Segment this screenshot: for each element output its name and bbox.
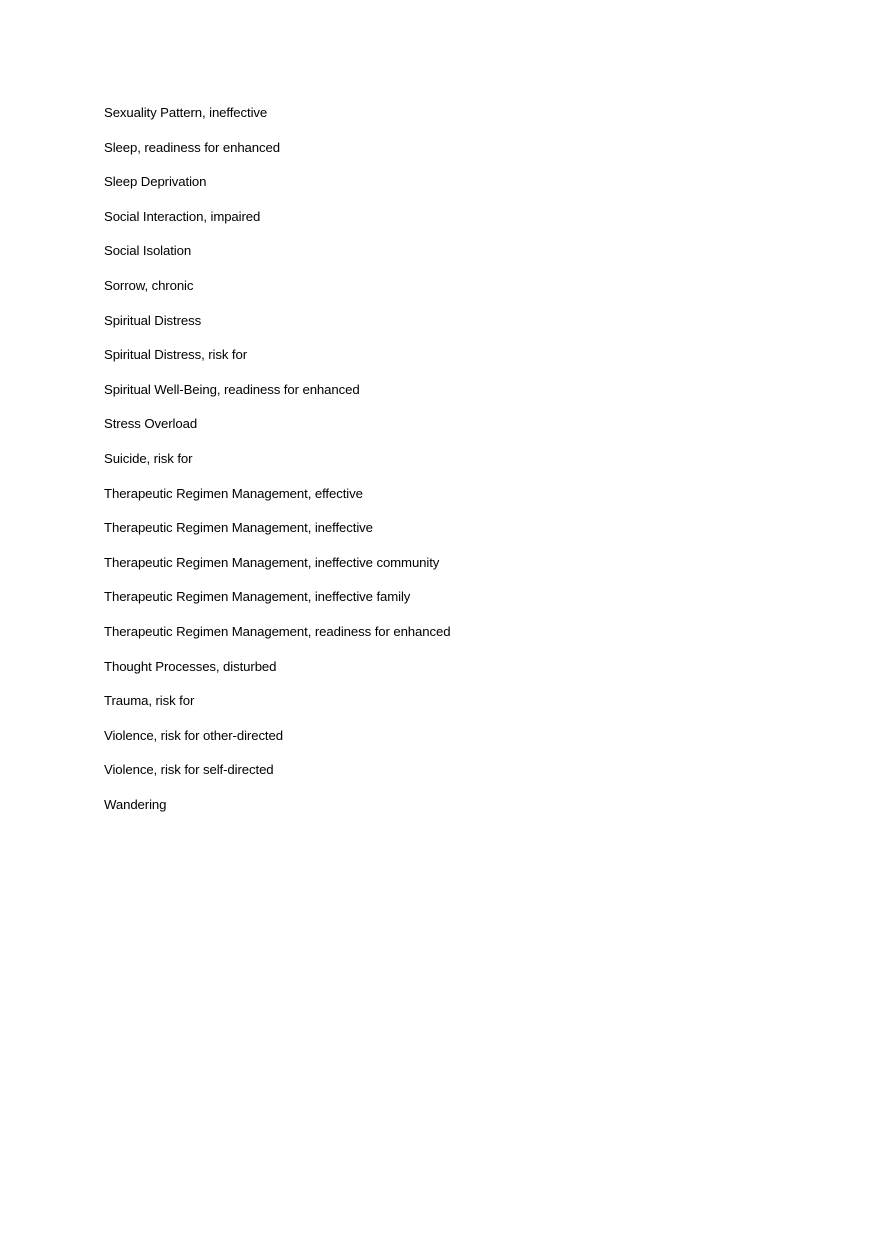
list-item: Sorrow, chronic [104, 277, 194, 293]
list-item: Sleep Deprivation [104, 174, 207, 190]
list-item: Sleep, readiness for enhanced [104, 139, 280, 155]
list-item: Suicide, risk for [104, 450, 193, 466]
list-item: Therapeutic Regimen Management, ineffective community [104, 554, 440, 570]
list-item: Violence, risk for other-directed [104, 727, 283, 743]
list-item: Spiritual Distress [104, 312, 202, 328]
list-item: Therapeutic Regimen Management, ineffective [104, 520, 373, 536]
list-item: Therapeutic Regimen Management, ineffective family [104, 589, 411, 605]
list-item: Therapeutic Regimen Management, effective [104, 485, 363, 501]
list-item: Social Interaction, impaired [104, 208, 261, 224]
list-item: Spiritual Distress, risk for [104, 347, 248, 363]
list-item: Thought Processes, disturbed [104, 658, 277, 674]
list-item: Spiritual Well-Being, readiness for enhanced [104, 381, 360, 397]
list-item: Therapeutic Regimen Management, readiness for enhanced [104, 623, 451, 639]
list-item: Stress Overload [104, 416, 198, 432]
diagnosis-list [104, 103, 450, 829]
list-item: Social Isolation [104, 243, 192, 259]
list-item: Wandering [104, 796, 167, 812]
list-item: Trauma, risk for [104, 693, 195, 709]
list-item: Sexuality Pattern, ineffective [104, 105, 268, 120]
list-item: Violence, risk for self-directed [104, 762, 274, 778]
